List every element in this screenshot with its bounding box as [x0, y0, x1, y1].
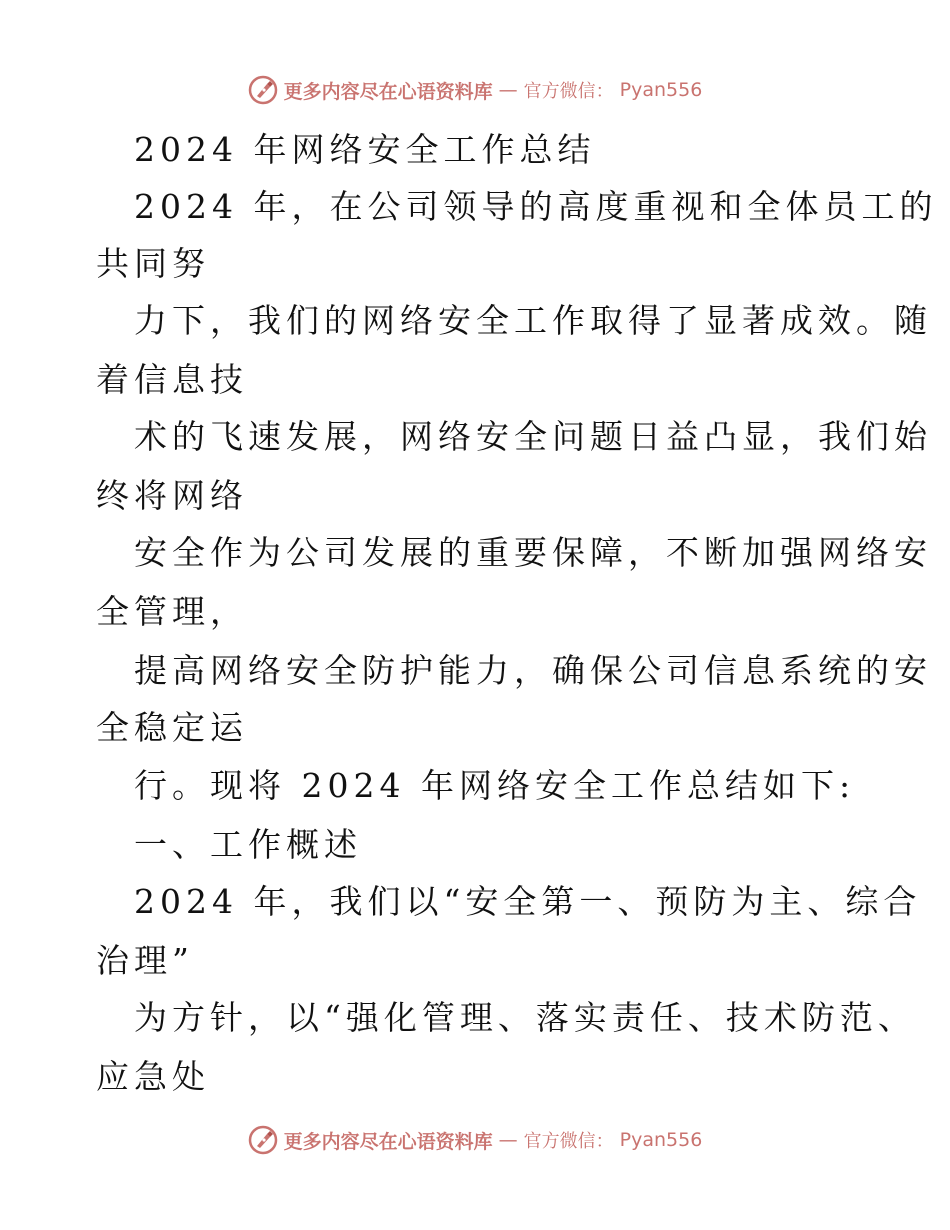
- paragraph-line: 终将网络: [96, 476, 248, 515]
- paragraph-line: 术的飞速发展，网络安全问题日益凸显，我们始: [134, 417, 932, 456]
- paragraph-line: 行。现将 2024 年网络安全工作总结如下:: [134, 766, 856, 805]
- watermark-separator: —: [498, 79, 518, 101]
- watermark-text: 更多内容尽在心语资料库: [283, 1130, 493, 1153]
- paragraph-line: 2024 年，在公司领导的高度重视和全体员工的: [134, 187, 938, 226]
- pen-nib-circle-icon: [248, 1125, 278, 1155]
- pen-nib-circle-icon: [248, 75, 278, 105]
- paragraph-line: 力下，我们的网络安全工作取得了显著成效。随: [134, 301, 932, 340]
- paragraph-line: 共同努: [96, 244, 210, 283]
- paragraph-line: 2024 年，我们以“安全第一、预防为主、综合: [134, 882, 922, 921]
- paragraph-line: 治理”: [96, 941, 194, 980]
- watermark-wechat-label: 官方微信：: [523, 1131, 614, 1152]
- header-watermark-banner: [0, 70, 950, 110]
- paragraph-line: 提高网络安全防护能力，确保公司信息系统的安: [134, 651, 932, 690]
- watermark-wechat-label: 官方微信：: [523, 81, 614, 102]
- watermark-text: 更多内容尽在心语资料库: [283, 80, 493, 103]
- section-heading: 一、工作概述: [134, 825, 362, 864]
- paragraph-line: 安全作为公司发展的重要保障，不断加强网络安: [134, 533, 932, 572]
- watermark-separator: —: [498, 1129, 518, 1151]
- paragraph-line: 着信息技: [96, 360, 248, 399]
- paragraph-line: 应急处: [96, 1057, 210, 1096]
- document-title: 2024 年网络安全工作总结: [134, 130, 596, 169]
- paragraph-line: 全管理，: [96, 592, 248, 631]
- watermark-wechat-id: Pyan556: [619, 79, 703, 101]
- paragraph-line: 全稳定运: [96, 708, 248, 747]
- paragraph-line: 为方针，以“强化管理、落实责任、技术防范、: [134, 998, 916, 1037]
- footer-watermark-banner: [0, 1120, 950, 1160]
- watermark-wechat-id: Pyan556: [619, 1129, 703, 1151]
